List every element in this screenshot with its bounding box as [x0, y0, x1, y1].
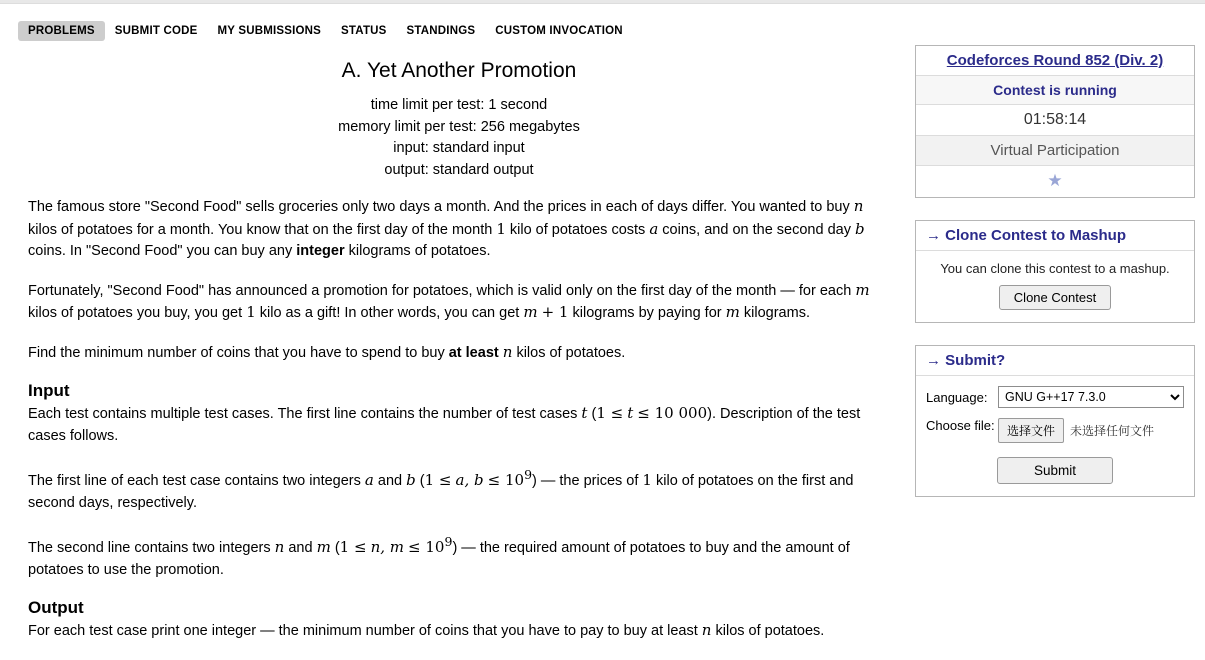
nav-item-standings[interactable]: STANDINGS	[406, 25, 476, 37]
time-limit: time limit per test: 1 second	[370, 97, 548, 113]
language-row	[926, 386, 1184, 408]
nav-item-problems[interactable]: PROBLEMS	[18, 21, 105, 41]
clone-contest-text: You can clone this contest to a mashup.	[940, 261, 1170, 276]
main-nav	[18, 21, 633, 41]
contest-status: Contest is running	[916, 76, 1194, 105]
submit-button[interactable]: Submit	[997, 457, 1113, 484]
clone-contest-heading[interactable]: → Clone Contest to Mashup	[916, 221, 1194, 251]
statement-paragraph-2: Fortunately, "Second Food" has announced a promotion for potatoes, which is valid only on the first day of the month — for each m kilos of potatoes you buy, you get 1 kilo as a gift! In other words, you can get m + 1 kilograms by paying for m kilograms.	[28, 280, 870, 321]
language-select[interactable]	[998, 386, 1184, 408]
problem-statement	[28, 55, 890, 660]
contest-timer: 01:58:14	[916, 105, 1194, 136]
problem-limits	[28, 95, 890, 180]
memory-limit: memory limit per test: 256 megabytes	[338, 118, 580, 135]
page-title: A. Yet Another Promotion	[341, 59, 577, 82]
section-heading-output: Output	[28, 598, 84, 617]
section-heading-input: Input	[28, 381, 70, 400]
favorite-star-row[interactable]	[916, 166, 1194, 197]
choose-file-button[interactable]: 选择文件	[998, 418, 1064, 443]
submit-button-wrap	[926, 457, 1184, 484]
nav-item-submit-code[interactable]: SUBMIT CODE	[114, 25, 198, 37]
output-paragraph-1: For each test case print one integer — the minimum number of coins that you have to pay to buy at least n kilos of potatoes.	[28, 621, 825, 639]
clone-contest-box	[915, 220, 1195, 323]
input-paragraph-2: The first line of each test case contains two integers a and b (1 ≤ a, $b \le 10^9$) — the prices of 1 kilo of potatoes on the first and second days, respectively.	[28, 467, 854, 511]
input-paragraph-3: The second line contains two integers n and m (1 ≤ n, $m \le 10^9$) — the required amount of potatoes to buy and the amount of potatoes to use the promotion.	[28, 534, 850, 578]
file-status-text: 未选择任何文件	[1070, 424, 1155, 438]
language-label: Language:	[926, 389, 988, 405]
star-icon[interactable]: ★	[1047, 171, 1063, 190]
file-input[interactable]	[998, 418, 1154, 443]
clone-contest-button[interactable]: Clone Contest	[999, 285, 1111, 310]
input-spec: input: standard input	[393, 140, 525, 156]
nav-item-custom-invocation[interactable]: CUSTOM INVOCATION	[495, 25, 623, 37]
submit-heading[interactable]: → Submit?	[916, 346, 1194, 376]
contest-title-link[interactable]: Codeforces Round 852 (Div. 2)	[916, 46, 1194, 76]
virtual-participation-label: Virtual Participation	[916, 136, 1194, 166]
top-rule	[0, 0, 1205, 4]
nav-item-status[interactable]: STATUS	[341, 25, 387, 37]
submit-form	[916, 376, 1194, 496]
choose-file-label: Choose file:	[926, 418, 995, 433]
input-paragraph-1: Each test contains multiple test cases. The first line contains the number of test cases t (1 ≤ t ≤ 10 000). Description of the test cases follows.	[28, 404, 861, 444]
file-row	[926, 418, 1184, 443]
output-spec: output: standard output	[384, 161, 534, 178]
sidebar	[915, 45, 1195, 519]
contest-box	[915, 45, 1195, 198]
clone-contest-body	[916, 251, 1194, 322]
submit-box	[915, 345, 1195, 497]
statement-paragraph-1: The famous store "Second Food" sells groceries only two days a month. And the prices in each of days differ. You wanted to buy n kilos of potatoes for a month. You know that on the first day of the month 1 kilo of potatoes costs a coins, and on the second day b coins. In "Second Food" you can buy any integer kilograms of potatoes.	[28, 197, 865, 259]
nav-item-my-submissions[interactable]: MY SUBMISSIONS	[217, 25, 322, 37]
statement-paragraph-3: Find the minimum number of coins that you have to spend to buy at least n kilos of potatoes.	[28, 342, 626, 361]
